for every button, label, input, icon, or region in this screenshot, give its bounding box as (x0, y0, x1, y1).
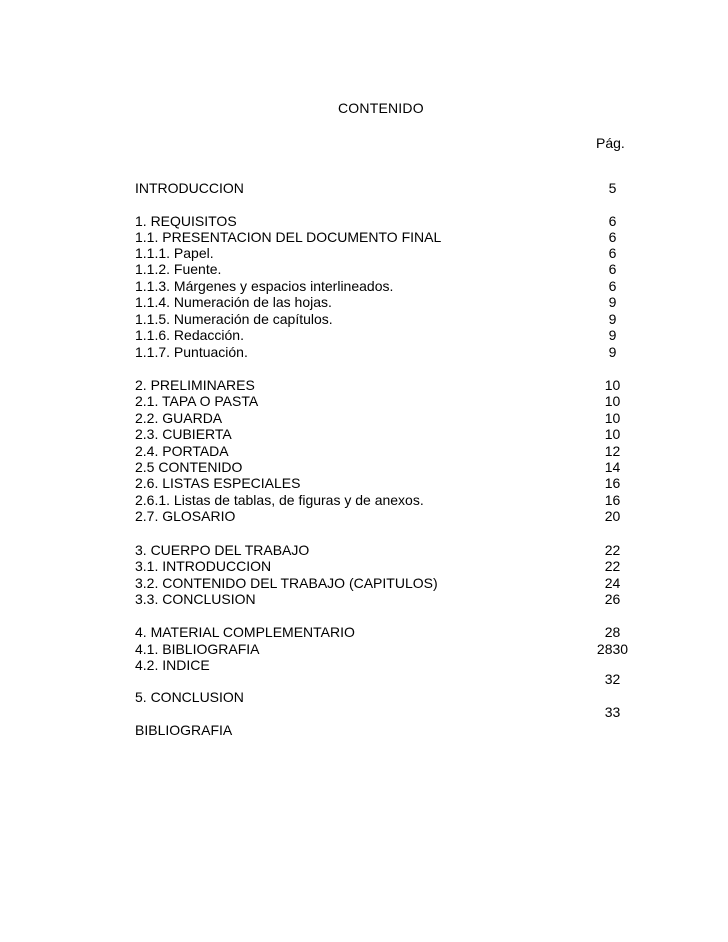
toc-entry-label: 2.4. PORTADA (135, 443, 229, 459)
toc-entry (135, 443, 635, 460)
toc-entry-label: 1.1.6. Redacción. (135, 327, 244, 343)
toc-entry-page: 9 (608, 294, 617, 310)
toc-entry-label: 2.6. LISTAS ESPECIALES (135, 475, 301, 491)
toc-entry-page: 10 (604, 426, 621, 442)
toc-entry-label: 4.1. BIBLIOGRAFIA (135, 641, 260, 657)
floating-page-number: 32 (604, 671, 621, 687)
toc-entry-page: 22 (604, 558, 621, 574)
toc-entry-label: 2.3. CUBIERTA (135, 426, 232, 442)
toc-entry-page: 24 (604, 575, 621, 591)
toc-entry (135, 180, 635, 197)
toc-entry (135, 459, 635, 476)
toc-entry-page: 5 (608, 180, 617, 196)
toc-entry-label: 1. REQUISITOS (135, 213, 237, 229)
toc-entry-label: 2.6.1. Listas de tablas, de figuras y de anexos. (135, 492, 424, 508)
toc-entry-label: 3.1. INTRODUCCION (135, 558, 272, 574)
toc-entry-page: 6 (608, 229, 617, 245)
toc-entry (135, 410, 635, 427)
toc-entry (135, 311, 635, 328)
floating-page-number: 33 (604, 704, 621, 720)
toc-entry (135, 294, 635, 311)
toc-entry-page: 16 (604, 475, 621, 491)
toc-entry-label: 3.2. CONTENIDO DEL TRABAJO (CAPITULOS) (135, 575, 438, 591)
toc-entry-label: 3.3. CONCLUSION (135, 591, 256, 607)
toc-entry (135, 229, 635, 246)
toc-entry (135, 327, 635, 344)
toc-entry (135, 261, 635, 278)
toc-entry-page: 10 (604, 410, 621, 426)
toc-entry-label: 1.1.5. Numeración de capítulos. (135, 311, 333, 327)
toc-entry (135, 344, 635, 361)
toc-entry-page: 14 (604, 459, 621, 475)
page-column-header: Pág. (596, 135, 625, 151)
toc-entry (135, 641, 635, 658)
toc-entry-label: 4. MATERIAL COMPLEMENTARIO (135, 624, 355, 640)
toc-entry-page: 28 (604, 624, 621, 640)
toc-entry (135, 575, 635, 592)
toc-entry (135, 657, 635, 674)
toc-entry-page: 12 (604, 443, 621, 459)
toc-entry (135, 245, 635, 262)
toc-entry-label: 3. CUERPO DEL TRABAJO (135, 542, 310, 558)
toc-entry-label: 1.1. PRESENTACION DEL DOCUMENTO FINAL (135, 229, 442, 245)
toc-entry-label: 2.7. GLOSARIO (135, 508, 236, 524)
toc-entry (135, 278, 635, 295)
page-title: CONTENIDO (338, 100, 424, 116)
toc-entry-page: 26 (604, 591, 621, 607)
toc-entry-page: 6 (608, 213, 617, 229)
toc-entry-page: 6 (608, 261, 617, 277)
toc-entry (135, 591, 635, 608)
toc-entry-label: 1.1.4. Numeración de las hojas. (135, 294, 332, 310)
toc-entry-label: 4.2. INDICE (135, 657, 210, 673)
toc-entry (135, 426, 635, 443)
toc-entry (135, 542, 635, 559)
toc-entry (135, 377, 635, 394)
toc-entry (135, 508, 635, 525)
toc-entry-page: 9 (608, 327, 617, 343)
toc-entry-label: 1.1.1. Papel. (135, 245, 214, 261)
toc-entry-page: 10 (604, 393, 621, 409)
table-of-contents (135, 0, 635, 942)
toc-entry (135, 475, 635, 492)
toc-entry-label: 2.5 CONTENIDO (135, 459, 243, 475)
toc-entry-label: INTRODUCCION (135, 180, 244, 196)
toc-entry-page: 9 (608, 311, 617, 327)
toc-entry-label: 1.1.7. Puntuación. (135, 344, 248, 360)
toc-entry-label: BIBLIOGRAFIA (135, 722, 233, 738)
toc-entry-page: 22 (604, 542, 621, 558)
toc-entry (135, 558, 635, 575)
toc-entry-label: 1.1.3. Márgenes y espacios interlineados. (135, 278, 394, 294)
toc-entry-page: 10 (604, 377, 621, 393)
toc-entry (135, 689, 635, 706)
toc-entry-label: 1.1.2. Fuente. (135, 261, 222, 277)
toc-entry-label: 2.1. TAPA O PASTA (135, 393, 259, 409)
toc-entry-page: 9 (608, 344, 617, 360)
toc-entry-page: 6 (608, 245, 617, 261)
toc-entry-page: 6 (608, 278, 617, 294)
toc-entry (135, 624, 635, 641)
toc-entry-label: 2.2. GUARDA (135, 410, 223, 426)
toc-entry-page: 20 (604, 508, 621, 524)
toc-entry-page: 16 (604, 492, 621, 508)
toc-entry-label: 2. PRELIMINARES (135, 377, 255, 393)
toc-entry (135, 492, 635, 509)
toc-entry-label: 5. CONCLUSION (135, 689, 244, 705)
toc-entry (135, 213, 635, 230)
toc-entry (135, 722, 635, 739)
toc-entry (135, 393, 635, 410)
toc-entry-page: 2830 (596, 641, 629, 657)
